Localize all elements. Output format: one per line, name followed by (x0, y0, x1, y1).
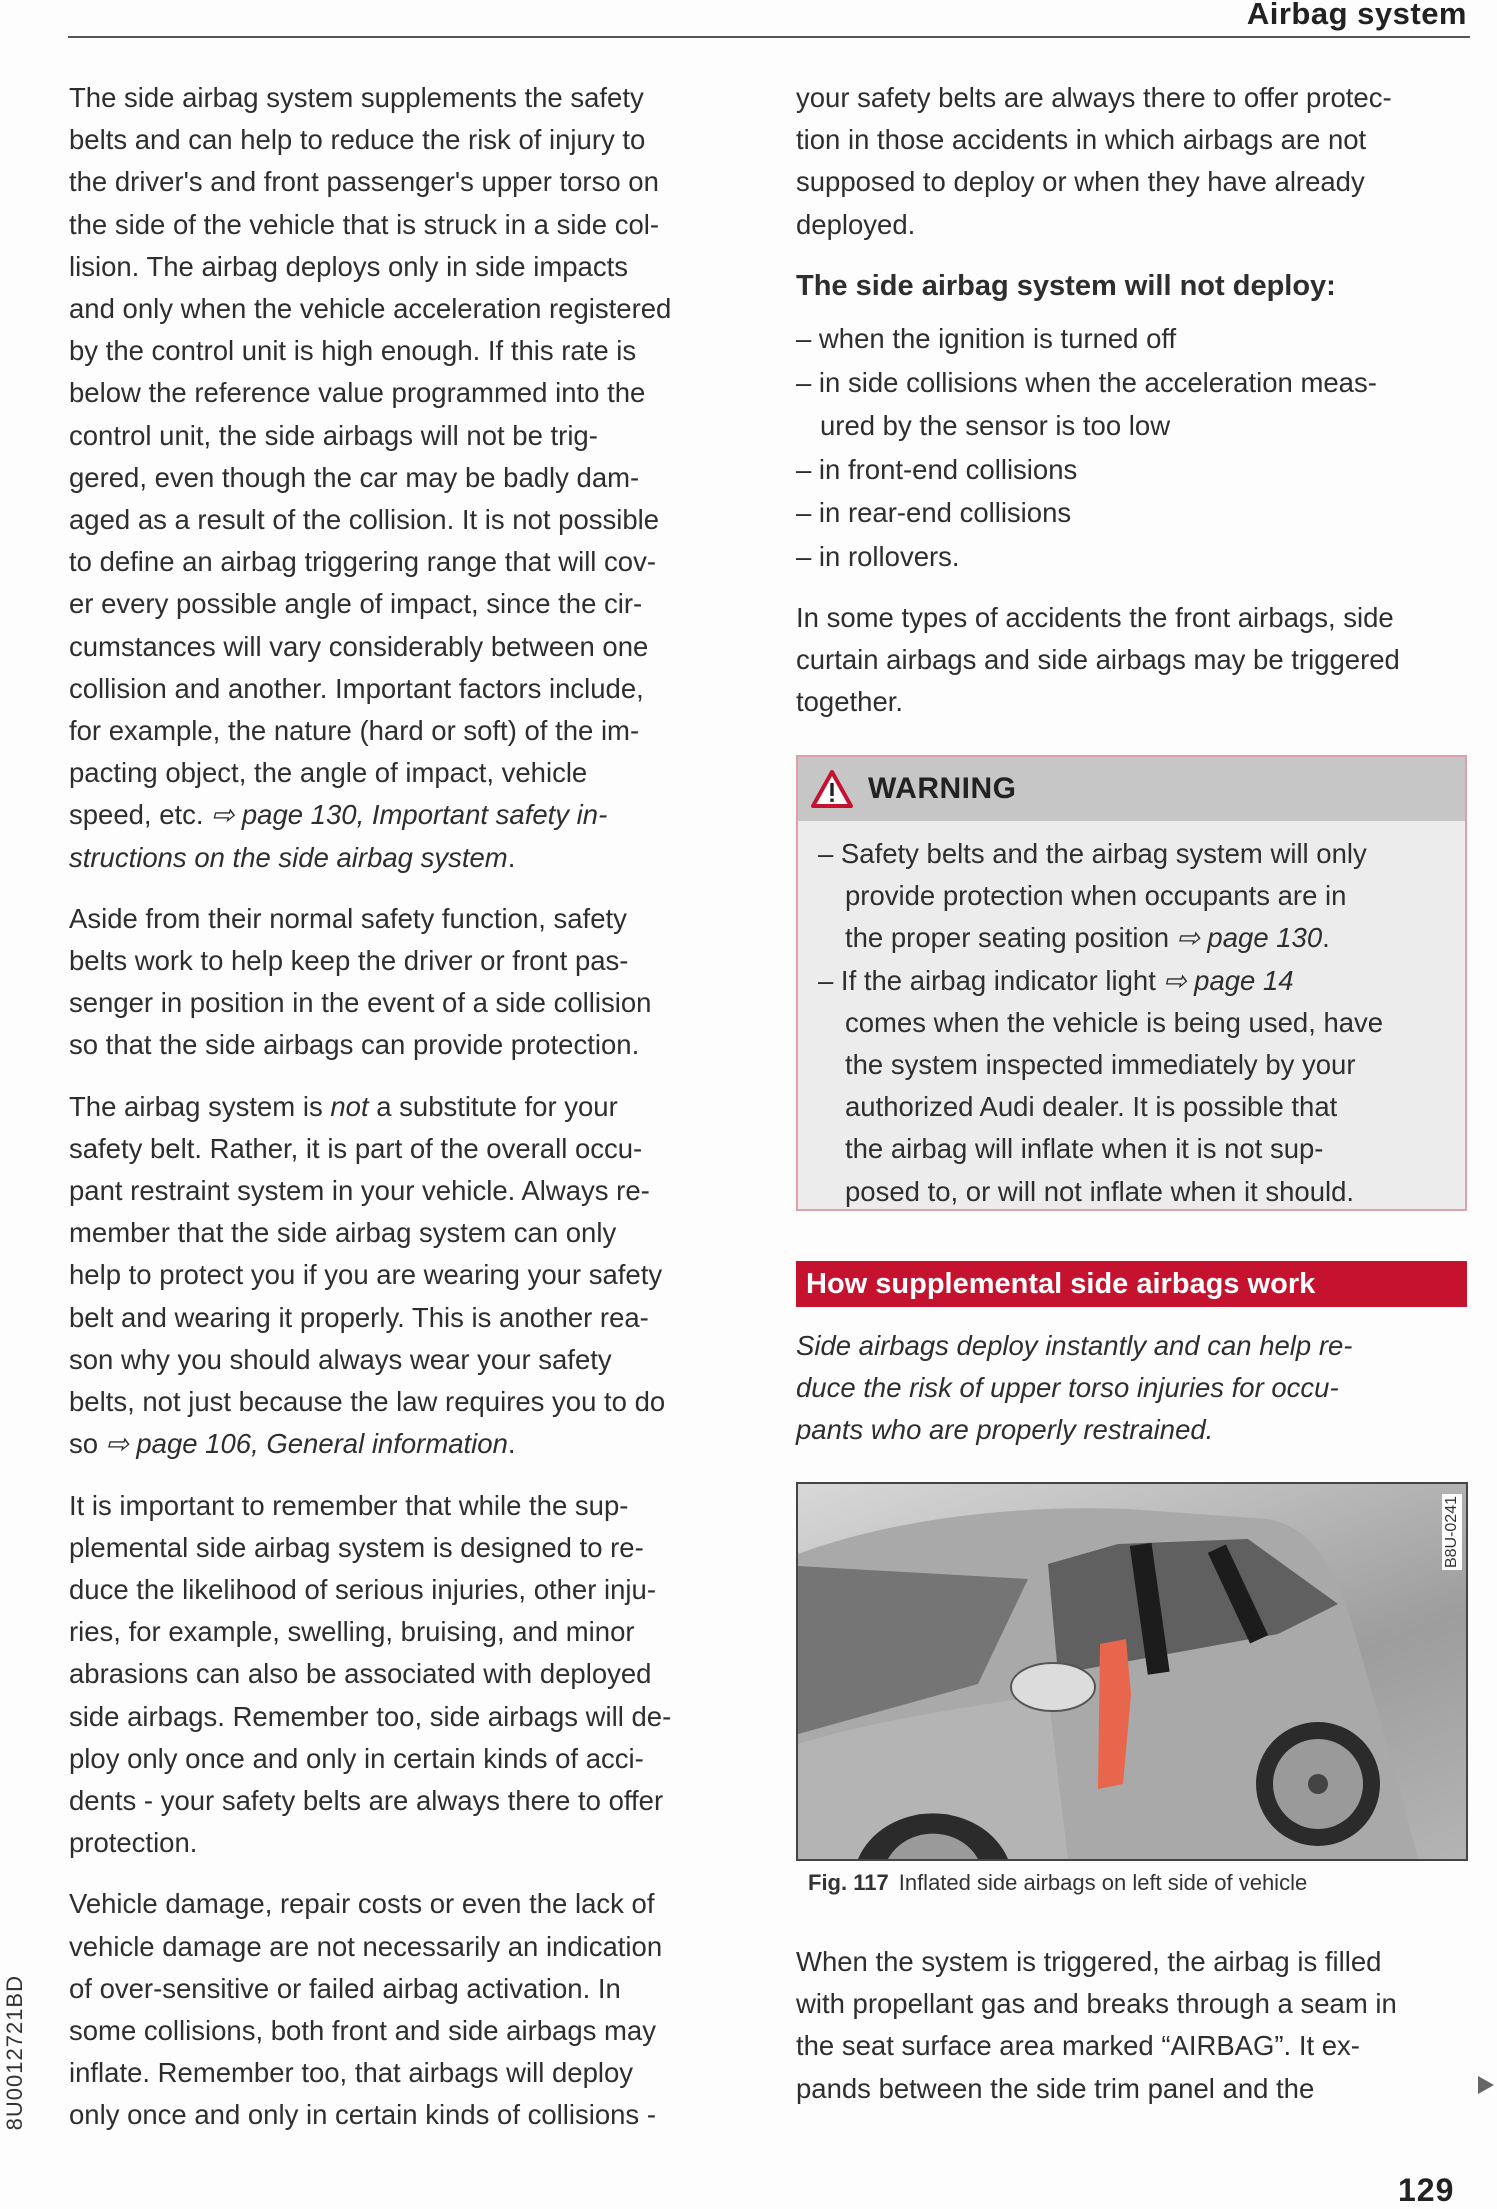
text-line: member that the side airbag system can only (69, 1217, 617, 1249)
text-line: the driver's and front passenger's upper torso on (69, 166, 659, 198)
text-line: posed to, or will not inflate when it should. (845, 1175, 1355, 1207)
text-line: – in side collisions when the acceleration meas- (796, 366, 1377, 398)
text-line: gered, even though the car may be badly dam- (69, 461, 640, 493)
warning-title: WARNING (868, 772, 1017, 805)
text-line: the seat surface area marked “AIRBAG”. It ex- (796, 2030, 1360, 2062)
text-line: your safety belts are always there to offer protec- (796, 82, 1392, 113)
text-line: only once and only in certain kinds of collisions - (69, 2099, 656, 2131)
right-column-top (796, 77, 1476, 743)
text-line: son why you should always wear your safety (69, 1343, 612, 1375)
text-segment: . (507, 841, 516, 873)
text-line: – in front-end collisions (796, 453, 1078, 485)
text-line: provide protection when occupants are in (845, 880, 1347, 912)
text-line: so that the side airbags can provide protection. (69, 1029, 640, 1061)
text-segment: – If the airbag indicator light (818, 964, 1164, 996)
text-line: pands between the side trim panel and the (796, 2072, 1315, 2104)
warning-triangle-icon (810, 769, 854, 809)
text-line: side airbags. Remember too, side airbags will de- (69, 1700, 672, 1732)
final-paragraph (796, 1941, 1476, 2110)
text-line: belts, not just because the law requires you to do (69, 1386, 666, 1418)
text-line: protection. (69, 1827, 198, 1859)
section-intro (796, 1325, 1476, 1452)
no-deploy-list (796, 317, 1476, 578)
list-item (796, 317, 1476, 361)
text-line: – in rear-end collisions (796, 497, 1072, 529)
text-segment: speed, etc. (69, 799, 212, 831)
text-line (818, 917, 1465, 959)
no-deploy-heading: The side airbag system will not deploy: (796, 269, 1336, 302)
text-line (818, 960, 1465, 1002)
text-line: deployed. (796, 208, 916, 240)
text-line: In some types of accidents the front airbags, side (796, 602, 1394, 634)
text-line: collision and another. Important factors include, (69, 672, 644, 704)
text-line: help to protect you if you are wearing your safety (69, 1259, 663, 1291)
figure-car-side-airbag (796, 1482, 1468, 1861)
car-illustration (798, 1484, 1466, 1859)
text-line (69, 837, 749, 879)
text-line (69, 794, 749, 836)
text-line: pant restraint system in your vehicle. Always re- (69, 1175, 650, 1207)
text-line: lision. The airbag deploys only in side impacts (69, 250, 628, 282)
text-line: tion in those accidents in which airbags are not (796, 124, 1367, 156)
text-line: the system inspected immediately by your (845, 1049, 1356, 1081)
text-line: the airbag will inflate when it is not sup- (845, 1133, 1324, 1165)
page-reference: structions on the side airbag system (69, 841, 508, 873)
text-line: senger in position in the event of a side collision (69, 987, 652, 1019)
continued-arrow-icon (1478, 2076, 1494, 2094)
warning-header (798, 757, 1465, 821)
text-line: When the system is triggered, the airbag is filled (796, 1946, 1382, 1977)
list-item (818, 960, 1465, 1213)
text-line: control unit, the side airbags will not be trig- (69, 419, 598, 451)
text-line: It is important to remember that while the sup- (69, 1489, 629, 1521)
text-segment: so (69, 1428, 106, 1460)
text-segment: . (507, 1428, 516, 1460)
text-line: ploy only once and only in certain kinds of acci- (69, 1742, 644, 1774)
header-rule (68, 36, 1470, 38)
text-segment: the proper seating position (845, 922, 1177, 954)
text-line: comes when the vehicle is being used, have (845, 1006, 1384, 1038)
warning-body (798, 821, 1465, 1213)
together-paragraph (796, 597, 1476, 724)
text-line: pacting object, the angle of impact, vehicle (69, 757, 588, 789)
list-item (796, 361, 1476, 448)
paragraph (69, 1485, 749, 1865)
page-reference: ⇨ page 14 (1163, 964, 1294, 996)
text-line: – when the ignition is turned off (796, 323, 1177, 355)
paragraph (69, 898, 749, 1067)
text-line: to define an airbag triggering range that will cov- (69, 546, 657, 578)
text-segment: a substitute for your (368, 1090, 618, 1122)
text-line: belts work to help keep the driver or front pas- (69, 945, 629, 977)
text-line: Vehicle damage, repair costs or even the lack of (69, 1888, 655, 1920)
text-line: – Safety belts and the airbag system will only (818, 838, 1367, 869)
warning-box (796, 755, 1467, 1211)
text-line: plemental side airbag system is designed to re- (69, 1531, 644, 1563)
list-item (796, 448, 1476, 492)
text-segment: . (1322, 922, 1330, 954)
figure-caption-text: Inflated side airbags on left side of vehicle (898, 1870, 1308, 1895)
figure-label: Fig. 117 (808, 1870, 889, 1895)
text-line: cumstances will vary considerably between one (69, 630, 649, 662)
section-title: Airbag system (1246, 0, 1467, 31)
text-line: er every possible angle of impact, since the cir- (69, 588, 643, 620)
text-line: inflate. Remember too, that airbags will deploy (69, 2057, 634, 2089)
text-line: of over-sensitive or failed airbag activation. In (69, 1972, 621, 2004)
text-line: safety belt. Rather, it is part of the overall occu- (69, 1132, 643, 1164)
continuation-paragraph (796, 77, 1476, 246)
text-line: and only when the vehicle acceleration registered (69, 293, 672, 325)
paragraph (69, 1086, 749, 1466)
text-line: belts and can help to reduce the risk of injury to (69, 124, 646, 156)
text-line: aged as a result of the collision. It is not possible (69, 504, 660, 536)
text-line: Side airbags deploy instantly and can help re- (796, 1330, 1353, 1361)
text-line: ries, for example, swelling, bruising, and minor (69, 1616, 635, 1648)
text-line: authorized Audi dealer. It is possible that (845, 1091, 1338, 1123)
text-line: for example, the nature (hard or soft) of the im- (69, 715, 640, 747)
list-item (818, 833, 1465, 960)
page-reference: not (330, 1090, 369, 1122)
figure-code: B8U-0241 (1443, 1496, 1460, 1569)
text-line: ured by the sensor is too low (820, 410, 1171, 442)
text-line: supposed to deploy or when they have already (796, 166, 1365, 198)
paragraph (69, 77, 749, 879)
text-line: The side airbag system supplements the safety (69, 82, 644, 113)
text-line: by the control unit is high enough. If this rate is (69, 335, 637, 367)
text-line: together. (796, 686, 904, 718)
paragraph (69, 1883, 749, 2136)
text-line: below the reference value programmed into the (69, 377, 646, 409)
text-line: duce the likelihood of serious injuries, other inju- (69, 1573, 656, 1605)
text-line: abrasions can also be associated with deployed (69, 1658, 652, 1690)
text-line: Aside from their normal safety function, safety (69, 902, 627, 934)
page-reference: ⇨ page 130 (1176, 922, 1323, 954)
document-code: 8U0012721BD (2, 1975, 27, 2131)
page-reference: ⇨ page 106, General information (105, 1428, 508, 1460)
text-segment: The airbag system is (69, 1090, 331, 1122)
text-line: belt and wearing it properly. This is another rea- (69, 1301, 649, 1333)
list-item (796, 535, 1476, 579)
text-line (69, 1423, 749, 1465)
text-line: pants who are properly restrained. (796, 1414, 1214, 1446)
page-number: 129 (1398, 2172, 1455, 2208)
page-reference: ⇨ page 130, Important safety in- (211, 799, 608, 831)
list-item (796, 491, 1476, 535)
text-line: with propellant gas and breaks through a seam in (796, 1988, 1397, 2020)
text-line: the side of the vehicle that is struck in a side col- (69, 208, 660, 240)
text-line: duce the risk of upper torso injuries for occu- (796, 1372, 1339, 1404)
text-line: some collisions, both front and side airbags may (69, 2014, 656, 2046)
text-line (69, 1086, 749, 1128)
left-column (69, 77, 749, 2156)
text-line: curtain airbags and side airbags may be triggered (796, 644, 1400, 676)
section-heading: How supplemental side airbags work (796, 1261, 1467, 1307)
text-line: dents - your safety belts are always there to offer (69, 1784, 664, 1816)
figure-caption (808, 1870, 1307, 1896)
text-line: – in rollovers. (796, 540, 960, 572)
text-line: vehicle damage are not necessarily an indication (69, 1930, 663, 1962)
